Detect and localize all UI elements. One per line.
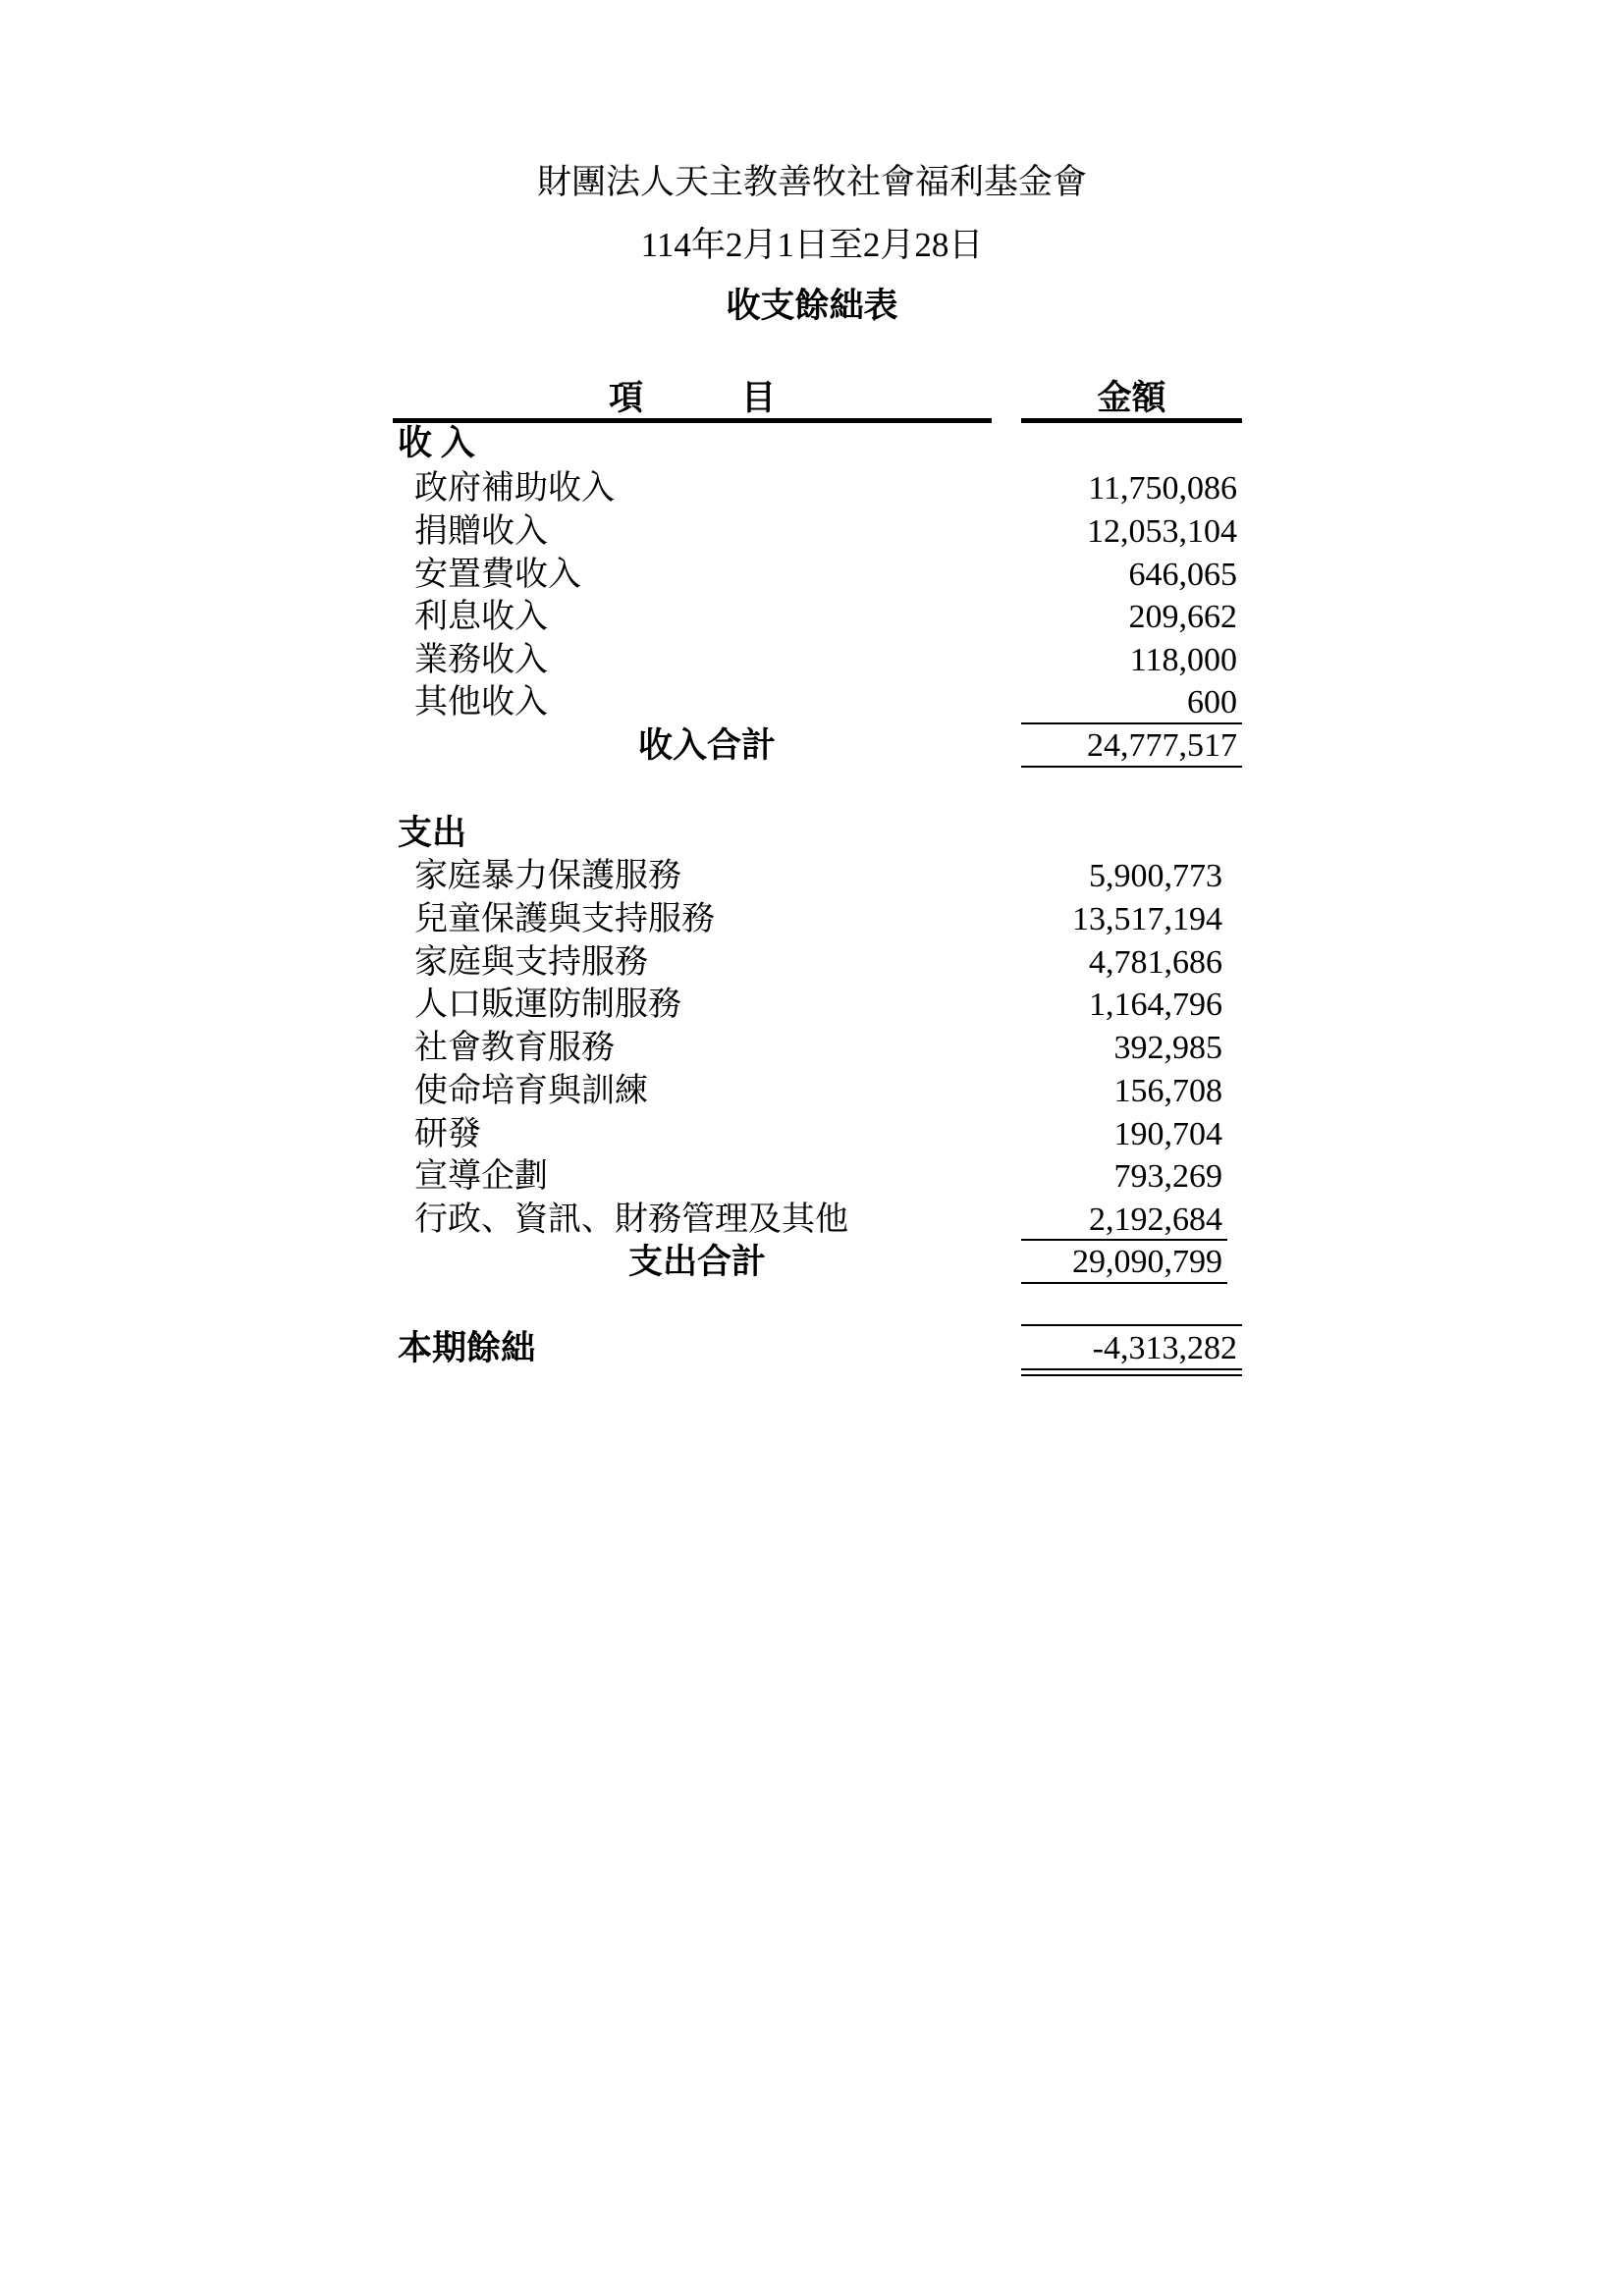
expense-row-label: 研發 (414, 1116, 481, 1152)
expense-row-label: 宣導企劃 (414, 1158, 548, 1195)
header-rule-item (393, 418, 992, 423)
expense-row-value: 2,192,684 (1089, 1201, 1222, 1238)
expense-total-top-rule (1021, 1239, 1227, 1241)
income-row-value: 209,662 (1128, 599, 1237, 635)
report-title: 收支餘絀表 (726, 287, 898, 325)
expense-row-label: 使命培育與訓練 (414, 1073, 648, 1109)
expense-total-value: 29,090,799 (1072, 1244, 1222, 1280)
income-row-label: 政府補助收入 (414, 470, 615, 507)
expense-row-value: 4,781,686 (1089, 944, 1222, 981)
income-row-label: 安置費收入 (414, 557, 581, 593)
header-rule-amount (1021, 418, 1242, 423)
expense-row-label: 家庭與支持服務 (414, 944, 648, 981)
net-double-rule-upper (1021, 1368, 1242, 1370)
column-header-amount: 金額 (1097, 379, 1166, 417)
expense-total-label: 支出合計 (628, 1243, 767, 1281)
expense-row-value: 392,985 (1113, 1030, 1222, 1066)
expense-row-label: 行政、資訊、財務管理及其他 (414, 1201, 848, 1238)
column-header-item-second: 目 (741, 379, 777, 417)
expense-row-label: 兒童保護與支持服務 (414, 901, 715, 937)
income-total-label: 收入合計 (638, 726, 777, 765)
column-header-item (393, 379, 992, 418)
expense-total-bottom-rule (1021, 1282, 1227, 1284)
income-total-top-rule (1021, 722, 1242, 724)
expense-row-label: 社會教育服務 (414, 1030, 615, 1066)
expense-row-value: 13,517,194 (1072, 901, 1222, 937)
income-row-label: 利息收入 (414, 599, 548, 635)
expense-heading: 支出 (398, 814, 467, 852)
income-row-label: 捐贈收入 (414, 513, 548, 550)
income-row-value: 118,000 (1129, 642, 1237, 678)
income-total-value: 24,777,517 (1087, 727, 1237, 764)
income-row-label: 其他收入 (414, 684, 548, 721)
income-row-value: 11,750,086 (1088, 470, 1237, 507)
report-period: 114年2月1日至2月28日 (640, 226, 984, 264)
income-row-value: 12,053,104 (1087, 513, 1237, 550)
expense-row-value: 5,900,773 (1089, 858, 1222, 894)
income-total-bottom-rule (1021, 766, 1242, 768)
net-top-rule (1021, 1324, 1242, 1326)
net-label: 本期餘絀 (398, 1329, 536, 1367)
expense-row-value: 190,704 (1113, 1116, 1222, 1152)
organization-title: 財團法人天主教善牧社會福利基金會 (536, 163, 1087, 201)
income-row-value: 646,065 (1128, 557, 1237, 593)
net-double-rule-lower (1021, 1374, 1242, 1376)
income-row-label: 業務收入 (414, 642, 548, 678)
expense-row-value: 1,164,796 (1089, 987, 1222, 1023)
column-header-item-first: 項 (608, 379, 643, 417)
expense-row-label: 家庭暴力保護服務 (414, 858, 681, 894)
income-heading: 收 入 (398, 424, 475, 462)
expense-row-value: 793,269 (1113, 1158, 1222, 1195)
expense-row-label: 人口販運防制服務 (414, 987, 681, 1023)
net-value: -4,313,282 (1092, 1330, 1237, 1366)
income-row-value: 600 (1187, 684, 1237, 721)
expense-row-value: 156,708 (1113, 1073, 1222, 1109)
